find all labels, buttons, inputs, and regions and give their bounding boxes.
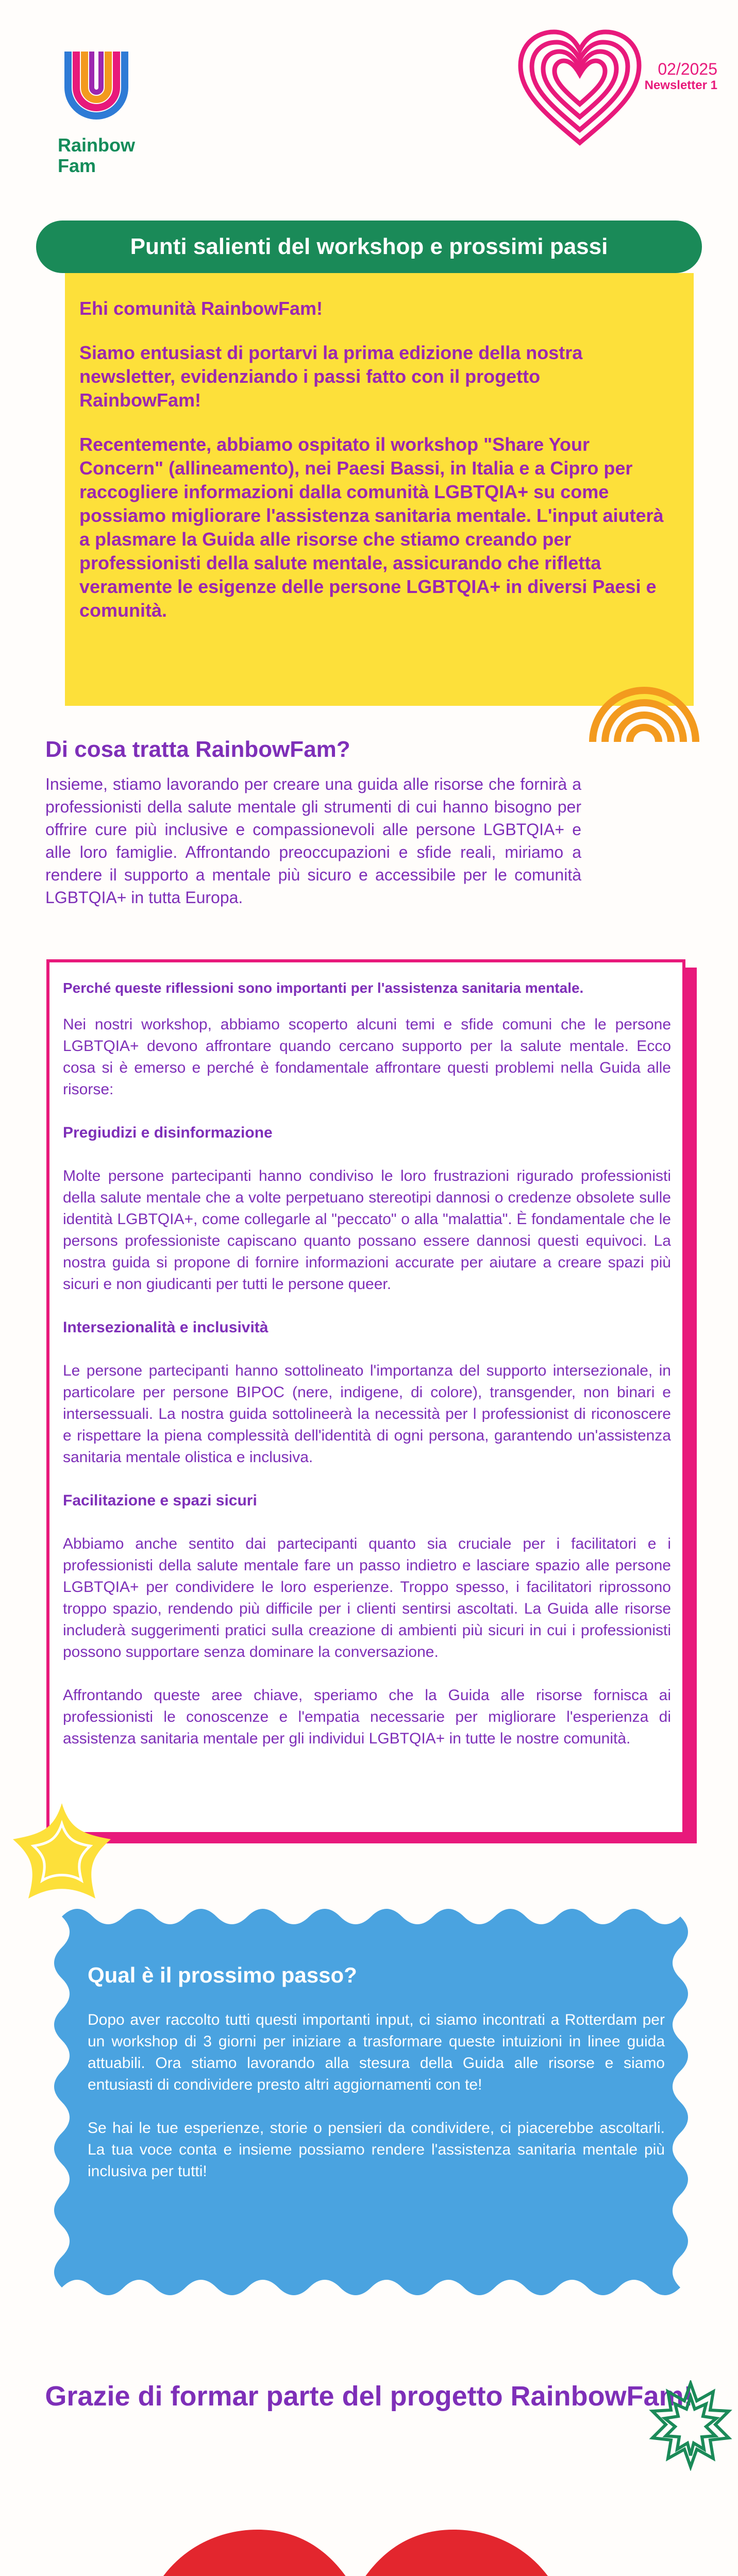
next-step-paragraph: Dopo aver raccolto tutti questi importanti input, ci siamo incontrati a Rotterdam per un workshop di 3 giorni per iniziare a trasformare queste intuizioni in linee guida attuabili. Ora stiamo lavorando alla stesura della Guida alle risorse e siamo entusiasti di condividere presto altri aggiornamenti con te!	[88, 2011, 665, 2093]
section-title: Intersezionalità e inclusività	[63, 1319, 269, 1336]
rainbowfam-logo-icon	[58, 46, 135, 124]
next-step-body	[88, 2009, 665, 2204]
issue-date: 02/2025	[658, 60, 717, 78]
reflections-box	[46, 959, 685, 1835]
intro-greeting: Ehi comunità RainbowFam!	[79, 298, 323, 319]
section-body: Abbiamo anche sentito dai partecipanti quanto sia cruciale per i facilitatori e i professionisti della salute mentale fare un passo indietro e lasciare spazio alle persone LGBTQIA+ per condividere le loro esperienze. Troppo spesso, i facilitatori riprossono troppo spazio, rendendo più difficile per i clienti sentirsi ascoltati. La Guida alle risorse includerà suggerimenti pratici sulla creazione di ambienti più sicuri in cui i professionisti possono supportare senza dominare la conversazione.	[63, 1535, 671, 1660]
brand-name: Rainbow Fam	[58, 134, 135, 176]
section-body: Le persone partecipanti hanno sottolineato l'importanza del supporto intersezionale, in particolare per persone BIPOC (nere, indigene, di colore), transgender, non binari e intersessuali. La nostra guida sottolineerà la necessità per l professionist di riconoscere e rispettare la piena complessità dell'identità di ogni persona, garantendo un'assistenza sanitaria mentale olistica e inclusiva.	[63, 1362, 671, 1466]
about-body: Insieme, stiamo lavorando per creare una guida alle risorse che fornirà a professionisti della salute mentale gli strumenti di cui hanno bisogno per offrire cure più inclusive e compassionevoli alle persone LGBTQIA+ e alle loro famiglie. Affrontando preoccupazioni e sfide reali, miriamo a rendere il supporto a mentale più sicuro e accessibile per le comunità LGBTQIA+ in tutta Europa.	[45, 775, 581, 907]
about-heading: Di cosa tratta RainbowFam?	[45, 737, 350, 762]
reflections-closing: Affrontando queste aree chiave, speriamo che la Guida alle risorse fornisca ai professionisti le conoscenze e l'empatia necessarie per migliorare l'esperienza di assistenza sanitaria mentale per gli individui LGBTQIA+ in tutte le nostre comunità.	[63, 1687, 671, 1747]
intro-paragraph: Recentemente, abbiamo ospitato il workshop "Share Your Concern" (allineamento), nei Paesi Bassi, in Italia e a Cipro per raccogliere informazioni dalla comunità LGBTQIA+ su come possiamo migliorare l'assistenza sanitaria mentale. L'input aiuterà a plasmare la Guida alle risorse che stiamo creando per professionisti della salute mentale, assicurando che rifletta veramente le esigenze delle persone LGBTQIA+ in diversi Paesi e comunità.	[79, 434, 664, 621]
intro-paragraph: Siamo entusiast di portarvi la prima edizione della nostra newsletter, evidenziando i passi fatto con il progetto RainbowFam!	[79, 342, 583, 411]
rainbow-heart-icon	[129, 2519, 582, 2576]
next-step-paragraph: Se hai le tue esperienze, storie o pensieri da condividere, ci piacerebbe ascoltarli. La tua voce conta e insieme possiamo rendere l'assistenza sanitaria mentale più inclusiva per tutti!	[88, 2120, 665, 2180]
reflections-heading: Perché queste riflessioni sono importanti per l'assistenza sanitaria mentale.	[63, 980, 584, 996]
next-step-title: Qual è il prossimo passo?	[88, 1963, 357, 1987]
reflections-intro: Nei nostri workshop, abbiamo scoperto alcuni temi e sfide comuni che le persone LGBTQIA+ devono affrontare quando cercano supporto per la salute mentale. Ecco cosa si è emerso e perché è fondamentale affrontare questi problemi nella Guida alle risorse:	[63, 1016, 671, 1098]
heart-decoration-icon	[515, 27, 644, 150]
page-title: Punti salienti del workshop e prossimi passi	[36, 221, 702, 273]
section-title: Facilitazione e spazi sicuri	[63, 1492, 257, 1509]
sunburst-decoration-icon	[582, 639, 706, 762]
starburst-decoration-icon	[645, 2380, 736, 2471]
section-body: Molte persone partecipanti hanno condiviso le loro frustrazioni rigurado professionisti della salute mentale che a volte perpetuano stereotipi dannosi o credenze obsolete sulle identità LGBTQIA+, come collegarle al "peccato" o alla "malattia". È fondamentale che le persons professioniste capiscano quanto possano essere dannosi questi equivoci. La nostra guida si propone di fornire informazioni accurate per aiutare a creare spazi più sicuri e non giudicanti per tutti le persone queer.	[63, 1167, 671, 1293]
issue-label: Newsletter 1	[644, 78, 717, 92]
thanks-heading: Grazie di formar parte del progetto RainbowFam!	[45, 2381, 693, 2412]
section-title: Pregiudizi e disinformazione	[63, 1124, 273, 1141]
